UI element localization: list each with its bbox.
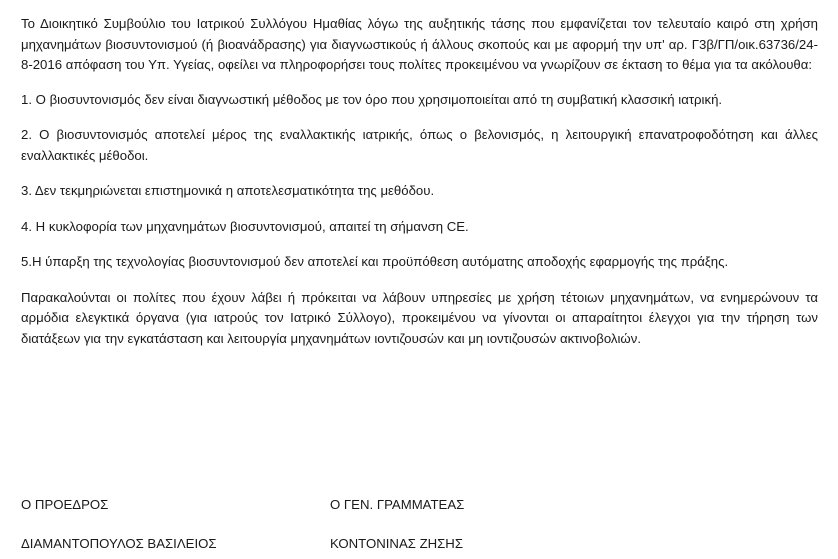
secretary-name: ΚΟΝΤΟΝΙΝΑΣ ΖΗΣΗΣ bbox=[330, 536, 463, 551]
closing-paragraph: Παρακαλούνται οι πολίτες που έχουν λάβει ή πρόκειται να λάβουν υπηρεσίες με χρήση τέτοιων μηχανημάτων, να ενημερώνουν τα αρμόδια ελεγκτικά όργανα (για ιατρούς τον Ιατρικό Σύλλογο), προκειμένου να γίνονται οι απαραίτητοι έλεγχοι για την τήρηση των διατάξεων για την εγκατάσταση και λειτουργία μηχανημάτων ιοντιζουσών και μη ιοντιζουσών ακτινοβολιών. bbox=[21, 289, 818, 346]
list-item-3: 3. Δεν τεκμηριώνεται επιστημονικά η αποτελεσματικότητα της μεθόδου. bbox=[21, 183, 435, 198]
list-item-2: 2. Ο βιοσυντονισμός αποτελεί μέρος της εναλλακτικής ιατρικής, όπως ο βελονισμός, η λειτουργική επανατροφοδότηση και άλλες εναλλακτικές μέθοδοι. bbox=[21, 127, 818, 163]
list-item-5: 5.Η ύπαρξη της τεχνολογίας βιοσυντονισμού δεν αποτελεί και προϋπόθεση αυτόματης αποδοχής εφαρμογής της πράξης. bbox=[21, 254, 729, 269]
list-item-1: 1. Ο βιοσυντονισμός δεν είναι διαγνωστική μέθοδος με τον όρο που χρησιμοποιείται από τη συμβατική κλασσική ιατρική. bbox=[21, 91, 723, 107]
president-name: ΔΙΑΜΑΝΤΟΠΟΥΛΟΣ ΒΑΣΙΛΕΙΟΣ bbox=[21, 536, 217, 551]
list-item-4: 4. Η κυκλοφορία των μηχανημάτων βιοσυντονισμού, απαιτεί τη σήμανση CE. bbox=[21, 218, 469, 234]
president-title: Ο ΠΡΟΕΔΡΟΣ bbox=[21, 497, 109, 512]
intro-paragraph: Το Διοικητικό Συμβούλιο του Ιατρικού Συλλόγου Ημαθίας λόγω της αυξητικής τάσης που εμφανίζεται τον τελευταίο καιρό στη χρήση μηχανημάτων βιοσυντονισμού (ή βιοανάδρασης) για διαγνωστικούς ή άλλους σκοπούς και με αφορμή την υπ' αρ. Γ3β/ΓΠ/οικ.63736/24-8-2016 απόφαση του Υπ. Υγείας, οφείλει να πληροφορήσει τους πολίτες προκειμένου να γνωρίζουν σε έκταση το θέμα για τα ακόλουθα: bbox=[21, 16, 818, 72]
document-body bbox=[21, 14, 818, 349]
secretary-title: Ο ΓΕΝ. ΓΡΑΜΜΑΤΕΑΣ bbox=[330, 497, 465, 512]
